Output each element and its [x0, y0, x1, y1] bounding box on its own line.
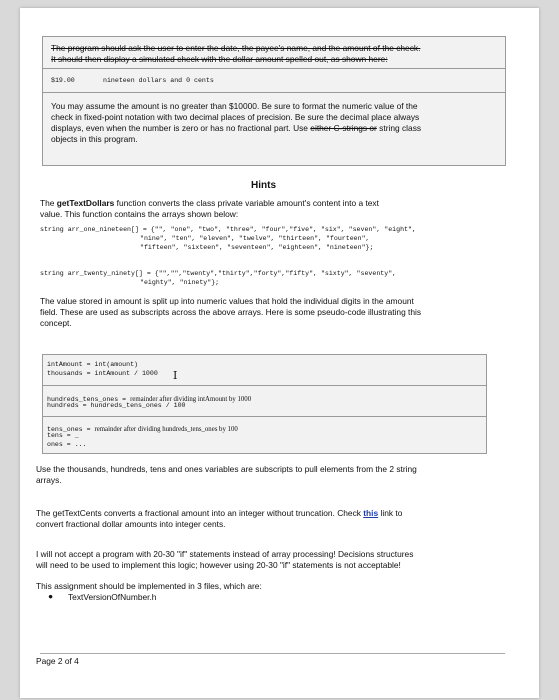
assumption-line-3: displays, even when the number is zero or has no fractional part. Use either C-strings or string class: [51, 123, 422, 133]
pseudo-line-7: ones = ...: [47, 441, 87, 448]
pseudo-line-2: thousands = intAmount / 1000: [47, 370, 158, 377]
code-array-1-line-3: "fifteen", "sixteen", "seventeen", "eighteen", "nineteen"};: [140, 244, 374, 251]
hints-intro-line-1: The getTextDollars function converts the class private variable amount's content into a text: [40, 198, 379, 208]
hints-intro-line-2: value. This function contains the arrays shown below:: [40, 209, 239, 219]
code-array-1-line-1: string arr_one_nineteen[] = {"", "one", "two", "three", "four","five", "six", "seven", "eight",: [40, 226, 416, 233]
subscripts-line-2: arrays.: [36, 475, 62, 485]
code-array-2-line-2: "eighty", "ninety"};: [140, 279, 220, 286]
split-explanation-line-1: The value stored in amount is split up into numeric values that hold the individual digits in the amount: [40, 296, 414, 306]
page-number: Page 2 of 4: [36, 656, 79, 666]
this-link[interactable]: this: [363, 508, 379, 518]
struck-line-2: It should then display a simulated check with the dollar amount spelled out, as shown here:: [51, 54, 388, 64]
warning-line-2: will need to be used to implement this logic; however using 20-30 "if" statements is not acceptable!: [36, 560, 401, 570]
bullet-dot-icon: ●: [48, 591, 54, 601]
assumption-line-1: You may assume the amount is no greater than $10000. Be sure to format the numeric value of the: [51, 101, 418, 111]
divider: [43, 92, 505, 93]
file-item-1: TextVersionOfNumber.h: [68, 592, 157, 602]
pseudo-line-4: hundreds = hundreds_tens_ones / 100: [47, 402, 186, 409]
subscripts-line-1: Use the thousands, hundreds, tens and ones variables are subscripts to pull elements from the 2 string: [36, 464, 417, 474]
split-explanation-line-2: field. These are used as subscripts across the above arrays. Here is some pseudo-code illustrating this: [40, 307, 422, 317]
files-intro: This assignment should be implemented in 3 files, which are:: [36, 581, 262, 591]
divider: [43, 385, 486, 386]
cents-line-2: convert fractional dollar amounts into integer cents.: [36, 519, 226, 529]
hints-heading: Hints: [251, 180, 276, 191]
assumption-line-4: objects in this program.: [51, 134, 138, 144]
divider: [43, 68, 505, 69]
pseudo-line-6: tens = _: [47, 432, 79, 439]
struck-line-1: The program should ask the user to enter the date, the payee's name, and the amount of the check.: [51, 43, 421, 53]
pseudo-line-1: intAmount = int(amount): [47, 361, 139, 368]
warning-line-1: I will not accept a program with 20-30 "if" statements instead of array processing! Decisions structures: [36, 549, 414, 559]
assignment-box: [42, 36, 506, 166]
pseudo-line-3: hundreds_tens_ones = remainder after dividing intAmount by 1000: [47, 396, 252, 403]
pseudo-code-box: [42, 354, 487, 454]
cents-line-1: The getTextCents converts a fractional amount into an integer without truncation. Check this link to: [36, 508, 403, 518]
footer-divider: [40, 653, 505, 654]
assumption-line-2: check in fixed-point notation with two decimal places of precision. Be sure the decimal place always: [51, 112, 420, 122]
sample-spelled: nineteen dollars and 0 cents: [103, 77, 214, 84]
sample-amount: $19.00: [51, 77, 75, 84]
code-array-1-line-2: "nine", "ten", "eleven", "twelve", "thirteen", "fourteen",: [140, 235, 370, 242]
text-cursor-icon: I: [173, 369, 178, 382]
document-page: [20, 8, 539, 698]
divider: [43, 416, 486, 417]
code-array-2-line-1: string arr_twenty_ninety[] = {"","","twenty","thirty","forty","fifty", "sixty", "seventy",: [40, 270, 397, 277]
pseudo-line-5: tens_ones = remainder after dividing hundreds_tens_ones by 100: [47, 426, 238, 433]
split-explanation-line-3: concept.: [40, 318, 72, 328]
